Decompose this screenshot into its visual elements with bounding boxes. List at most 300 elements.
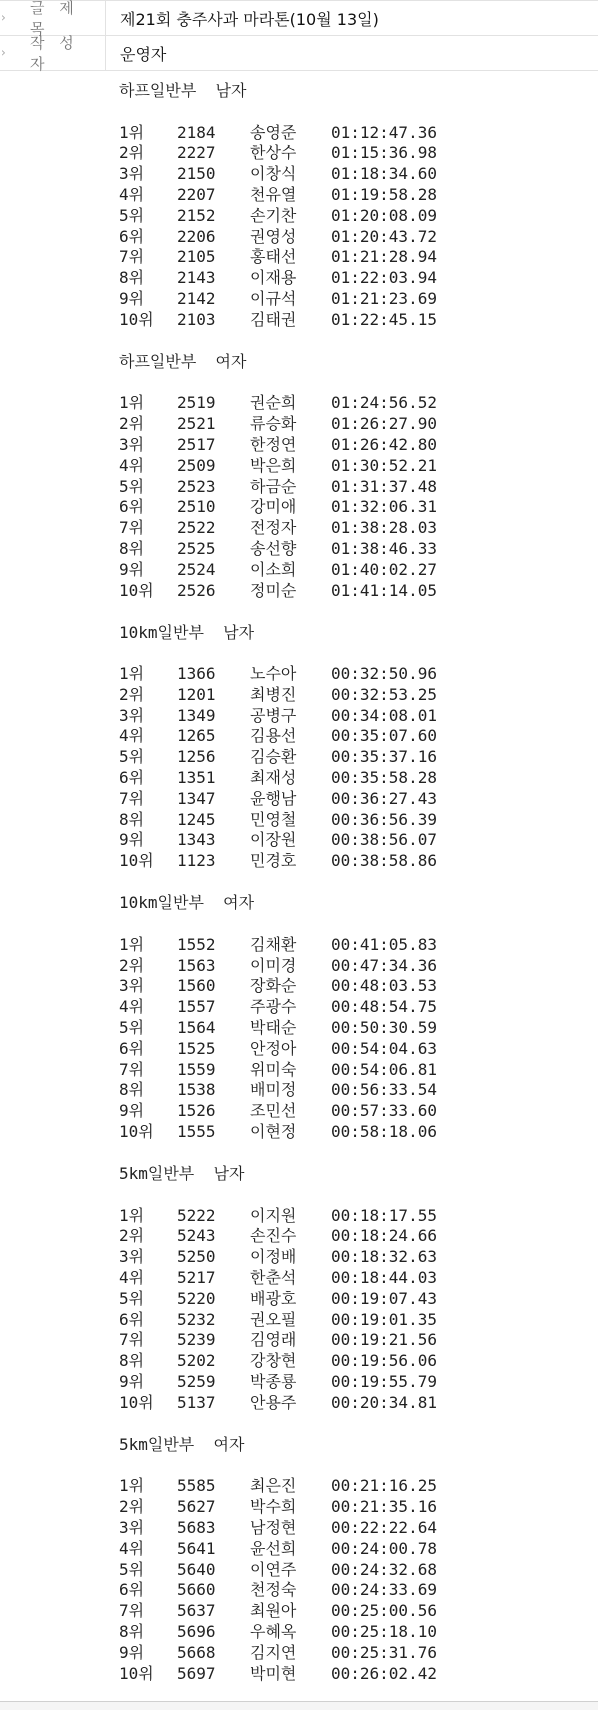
bib-number-cell: 2523: [177, 476, 216, 496]
result-row: [119, 1101, 598, 1122]
finish-time-cell: 00:19:01.35: [331, 1309, 437, 1329]
results-section: [119, 352, 598, 602]
bib-number-cell: 1123: [177, 851, 216, 871]
runner-name-cell: 이연주: [250, 1559, 297, 1579]
rank-cell: 9위: [119, 1642, 145, 1662]
result-row: [119, 976, 598, 997]
rank-cell: 8위: [119, 1621, 145, 1641]
result-row: [119, 935, 598, 956]
bib-number-cell: 1557: [177, 997, 216, 1017]
bib-number-cell: 2522: [177, 518, 216, 538]
bib-number-cell: 5641: [177, 1538, 216, 1558]
result-row: [119, 706, 598, 727]
runner-name-cell: 이미경: [250, 955, 297, 975]
runner-name-cell: 윤행남: [250, 788, 297, 808]
rank-cell: 6위: [119, 1038, 145, 1058]
bib-number-cell: 2143: [177, 268, 216, 288]
result-row: [119, 268, 598, 289]
rank-cell: 3위: [119, 1517, 145, 1537]
bib-number-cell: 1366: [177, 664, 216, 684]
runner-name-cell: 이현정: [250, 1122, 297, 1142]
runner-name-cell: 손진수: [250, 1226, 297, 1246]
section-title: 하프일반부 남자: [119, 81, 247, 100]
result-row: [119, 1476, 598, 1497]
section-title: 10km일반부 여자: [119, 893, 255, 913]
finish-time-cell: 00:48:54.75: [331, 997, 437, 1017]
section-title: 5km일반부 남자: [119, 1164, 245, 1183]
bib-number-cell: 1526: [177, 1101, 216, 1121]
bib-number-cell: 5585: [177, 1476, 216, 1496]
bib-number-cell: 5220: [177, 1288, 216, 1308]
result-row: [119, 1268, 598, 1289]
bib-number-cell: 2227: [177, 143, 216, 163]
finish-time-cell: 00:56:33.54: [331, 1080, 437, 1100]
finish-time-cell: 00:35:37.16: [331, 747, 437, 767]
finish-time-cell: 00:24:33.69: [331, 1580, 437, 1600]
blank-line: [119, 1185, 598, 1206]
title-label: 글 제 목: [30, 0, 79, 38]
finish-time-cell: 00:21:16.25: [331, 1476, 437, 1496]
bib-number-cell: 5640: [177, 1559, 216, 1579]
bib-number-cell: 5222: [177, 1205, 216, 1225]
result-row: [119, 1289, 598, 1310]
runner-name-cell: 안용주: [250, 1392, 297, 1412]
rank-cell: 3위: [119, 976, 145, 996]
result-row: [119, 227, 598, 248]
rank-cell: 6위: [119, 497, 145, 517]
bib-number-cell: 2103: [177, 309, 216, 329]
result-row: [119, 414, 598, 435]
runner-name-cell: 홍태선: [250, 247, 297, 267]
rank-cell: 9위: [119, 1371, 145, 1391]
chevron-right-icon[interactable]: ›: [1, 45, 6, 60]
finish-time-cell: 01:15:36.98: [331, 143, 437, 163]
rank-cell: 8위: [119, 1351, 145, 1371]
finish-time-cell: 00:54:04.63: [331, 1038, 437, 1058]
rank-cell: 5위: [119, 1018, 145, 1038]
runner-name-cell: 박수희: [250, 1497, 297, 1517]
result-row: [119, 726, 598, 747]
finish-time-cell: 00:19:55.79: [331, 1371, 437, 1391]
finish-time-cell: 00:38:56.07: [331, 830, 437, 850]
runner-name-cell: 이소희: [250, 559, 297, 579]
runner-name-cell: 천유열: [250, 184, 297, 204]
result-row: [119, 393, 598, 414]
bib-number-cell: 5696: [177, 1621, 216, 1641]
rank-cell: 8위: [119, 538, 145, 558]
rank-cell: 7위: [119, 518, 145, 538]
finish-time-cell: 00:18:32.63: [331, 1247, 437, 1267]
runner-name-cell: 박미현: [250, 1663, 297, 1683]
result-row: [119, 1080, 598, 1101]
finish-time-cell: 01:20:08.09: [331, 205, 437, 225]
finish-time-cell: 01:20:43.72: [331, 226, 437, 246]
rank-cell: 2위: [119, 1497, 145, 1517]
runner-name-cell: 전정자: [250, 518, 297, 538]
blank-line: [119, 373, 598, 394]
rank-cell: 10위: [119, 309, 154, 329]
finish-time-cell: 00:54:06.81: [331, 1059, 437, 1079]
finish-time-cell: 00:47:34.36: [331, 955, 437, 975]
finish-time-cell: 01:26:42.80: [331, 434, 437, 454]
runner-name-cell: 남정현: [250, 1517, 297, 1537]
finish-time-cell: 01:26:27.90: [331, 414, 437, 434]
finish-time-cell: 00:38:58.86: [331, 851, 437, 871]
bib-number-cell: 2509: [177, 455, 216, 475]
results-section: [119, 1435, 598, 1685]
finish-time-cell: 00:22:22.64: [331, 1517, 437, 1537]
finish-time-cell: 01:19:58.28: [331, 184, 437, 204]
rank-cell: 2위: [119, 955, 145, 975]
runner-name-cell: 손기찬: [250, 205, 297, 225]
runner-name-cell: 우혜옥: [250, 1621, 297, 1641]
finish-time-cell: 00:32:53.25: [331, 684, 437, 704]
finish-time-cell: 00:21:35.16: [331, 1497, 437, 1517]
rank-cell: 1위: [119, 393, 145, 413]
finish-time-cell: 01:40:02.27: [331, 559, 437, 579]
bib-number-cell: 5250: [177, 1247, 216, 1267]
section-title: 하프일반부 여자: [119, 351, 247, 371]
result-row: [119, 1039, 598, 1060]
finish-time-cell: 00:20:34.81: [331, 1392, 437, 1412]
result-row: [119, 830, 598, 851]
bib-number-cell: 1201: [177, 684, 216, 704]
rank-cell: 1위: [119, 122, 145, 142]
bib-number-cell: 1265: [177, 726, 216, 746]
finish-time-cell: 01:21:28.94: [331, 247, 437, 267]
result-row: [119, 560, 598, 581]
runner-name-cell: 박태순: [250, 1018, 297, 1038]
rank-cell: 8위: [119, 1080, 145, 1100]
bib-number-cell: 2105: [177, 247, 216, 267]
runner-name-cell: 권순희: [250, 393, 297, 413]
runner-name-cell: 강창현: [250, 1351, 297, 1371]
bib-number-cell: 1560: [177, 976, 216, 996]
finish-time-cell: 00:19:21.56: [331, 1330, 437, 1350]
rank-cell: 7위: [119, 247, 145, 267]
title-row: [0, 0, 598, 36]
bib-number-cell: 2525: [177, 538, 216, 558]
finish-time-cell: 01:21:23.69: [331, 288, 437, 308]
bib-number-cell: 5697: [177, 1663, 216, 1683]
finish-time-cell: 01:38:28.03: [331, 518, 437, 538]
result-row: [119, 1643, 598, 1664]
runner-name-cell: 위미숙: [250, 1059, 297, 1079]
bib-number-cell: 2521: [177, 414, 216, 434]
finish-time-cell: 00:41:05.83: [331, 934, 437, 954]
result-row: [119, 1622, 598, 1643]
finish-time-cell: 00:24:00.78: [331, 1538, 437, 1558]
result-row: [119, 1330, 598, 1351]
result-row: [119, 664, 598, 685]
finish-time-cell: 01:41:14.05: [331, 580, 437, 600]
runner-name-cell: 이장원: [250, 830, 297, 850]
finish-time-cell: 00:57:33.60: [331, 1101, 437, 1121]
runner-name-cell: 박은희: [250, 455, 297, 475]
rank-cell: 6위: [119, 1580, 145, 1600]
bib-number-cell: 5637: [177, 1601, 216, 1621]
result-row: [119, 123, 598, 144]
finish-time-cell: 01:18:34.60: [331, 164, 437, 184]
post-author: 운영자: [120, 44, 167, 64]
blank-line: [119, 102, 598, 123]
finish-time-cell: 00:34:08.01: [331, 705, 437, 725]
rank-cell: 9위: [119, 288, 145, 308]
result-row: [119, 851, 598, 872]
runner-name-cell: 송영준: [250, 122, 297, 142]
finish-time-cell: 00:50:30.59: [331, 1018, 437, 1038]
bib-number-cell: 1349: [177, 705, 216, 725]
result-row: [119, 1601, 598, 1622]
finish-time-cell: 00:18:44.03: [331, 1267, 437, 1287]
rank-cell: 5위: [119, 476, 145, 496]
bib-number-cell: 5243: [177, 1226, 216, 1246]
result-row: [119, 1351, 598, 1372]
rank-cell: 3위: [119, 705, 145, 725]
result-row: [119, 810, 598, 831]
result-row: [119, 539, 598, 560]
bib-number-cell: 1245: [177, 809, 216, 829]
runner-name-cell: 김용선: [250, 726, 297, 746]
runner-name-cell: 김승환: [250, 747, 297, 767]
finish-time-cell: 00:35:07.60: [331, 726, 437, 746]
runner-name-cell: 천정숙: [250, 1580, 297, 1600]
runner-name-cell: 권오필: [250, 1309, 297, 1329]
section-title: 5km일반부 여자: [119, 1434, 245, 1454]
rank-cell: 2위: [119, 1226, 145, 1246]
bib-number-cell: 5239: [177, 1330, 216, 1350]
finish-time-cell: 00:19:07.43: [331, 1288, 437, 1308]
finish-time-cell: 00:19:56.06: [331, 1351, 437, 1371]
rank-cell: 1위: [119, 934, 145, 954]
runner-name-cell: 이창식: [250, 164, 297, 184]
section-title: 10km일반부 남자: [119, 622, 255, 642]
results-section: [119, 1164, 598, 1414]
rank-cell: 1위: [119, 1205, 145, 1225]
bib-number-cell: 5137: [177, 1392, 216, 1412]
rank-cell: 4위: [119, 455, 145, 475]
bib-number-cell: 2519: [177, 393, 216, 413]
finish-time-cell: 01:12:47.36: [331, 122, 437, 142]
author-label-cell: [0, 34, 106, 73]
result-row: [119, 1206, 598, 1227]
runner-name-cell: 하금순: [250, 476, 297, 496]
results-body: [119, 72, 598, 1684]
result-row: [119, 1122, 598, 1143]
finish-time-cell: 00:26:02.42: [331, 1663, 437, 1683]
finish-time-cell: 00:58:18.06: [331, 1122, 437, 1142]
rank-cell: 4위: [119, 1267, 145, 1287]
result-row: [119, 456, 598, 477]
finish-time-cell: 00:36:56.39: [331, 809, 437, 829]
runner-name-cell: 김태권: [250, 309, 297, 329]
bib-number-cell: 1256: [177, 747, 216, 767]
blank-line: [119, 1456, 598, 1477]
runner-name-cell: 김영래: [250, 1330, 297, 1350]
bib-number-cell: 2517: [177, 434, 216, 454]
result-row: [119, 1560, 598, 1581]
result-row: [119, 768, 598, 789]
finish-time-cell: 00:24:32.68: [331, 1559, 437, 1579]
result-row: [119, 185, 598, 206]
runner-name-cell: 박종룡: [250, 1371, 297, 1391]
blank-line: [119, 914, 598, 935]
finish-time-cell: 00:48:03.53: [331, 976, 437, 996]
rank-cell: 5위: [119, 1559, 145, 1579]
bib-number-cell: 5660: [177, 1580, 216, 1600]
rank-cell: 3위: [119, 434, 145, 454]
rank-cell: 7위: [119, 1601, 145, 1621]
finish-time-cell: 00:25:18.10: [331, 1621, 437, 1641]
title-label-cell: [0, 0, 106, 38]
chevron-right-icon[interactable]: ›: [1, 10, 6, 25]
author-label: 작 성 자: [30, 34, 79, 73]
result-row: [119, 1539, 598, 1560]
runner-name-cell: 한상수: [250, 143, 297, 163]
rank-cell: 3위: [119, 1247, 145, 1267]
result-row: [119, 289, 598, 310]
finish-time-cell: 01:38:46.33: [331, 538, 437, 558]
author-row: [0, 36, 598, 71]
bib-number-cell: 5217: [177, 1267, 216, 1287]
rank-cell: 8위: [119, 809, 145, 829]
result-row: [119, 747, 598, 768]
result-row: [119, 1310, 598, 1331]
finish-time-cell: 01:22:03.94: [331, 268, 437, 288]
rank-cell: 5위: [119, 205, 145, 225]
runner-name-cell: 이지원: [250, 1205, 297, 1225]
rank-cell: 6위: [119, 768, 145, 788]
bib-number-cell: 2152: [177, 205, 216, 225]
runner-name-cell: 주광수: [250, 997, 297, 1017]
finish-time-cell: 00:32:50.96: [331, 664, 437, 684]
bib-number-cell: 1555: [177, 1122, 216, 1142]
rank-cell: 8위: [119, 268, 145, 288]
finish-time-cell: 00:18:24.66: [331, 1226, 437, 1246]
result-row: [119, 956, 598, 977]
runner-name-cell: 조민선: [250, 1101, 297, 1121]
results-section: [119, 81, 598, 331]
rank-cell: 6위: [119, 226, 145, 246]
result-row: [119, 1664, 598, 1685]
result-row: [119, 143, 598, 164]
result-row: [119, 1393, 598, 1414]
rank-cell: 4위: [119, 997, 145, 1017]
result-row: [119, 1372, 598, 1393]
rank-cell: 6위: [119, 1309, 145, 1329]
result-row: [119, 247, 598, 268]
runner-name-cell: 이정배: [250, 1247, 297, 1267]
rank-cell: 4위: [119, 184, 145, 204]
rank-cell: 2위: [119, 414, 145, 434]
finish-time-cell: 01:24:56.52: [331, 393, 437, 413]
blank-line: [119, 643, 598, 664]
bib-number-cell: 5683: [177, 1517, 216, 1537]
rank-cell: 9위: [119, 1101, 145, 1121]
result-row: [119, 477, 598, 498]
runner-name-cell: 한정연: [250, 434, 297, 454]
result-row: [119, 1060, 598, 1081]
runner-name-cell: 정미순: [250, 580, 297, 600]
runner-name-cell: 배광호: [250, 1288, 297, 1308]
rank-cell: 5위: [119, 747, 145, 767]
result-row: [119, 164, 598, 185]
runner-name-cell: 송선향: [250, 538, 297, 558]
runner-name-cell: 한춘석: [250, 1267, 297, 1287]
rank-cell: 7위: [119, 788, 145, 808]
runner-name-cell: 김지연: [250, 1642, 297, 1662]
bib-number-cell: 5259: [177, 1371, 216, 1391]
result-row: [119, 1580, 598, 1601]
result-row: [119, 1018, 598, 1039]
rank-cell: 7위: [119, 1059, 145, 1079]
runner-name-cell: 장화순: [250, 976, 297, 996]
runner-name-cell: 이규석: [250, 288, 297, 308]
result-row: [119, 206, 598, 227]
rank-cell: 10위: [119, 851, 154, 871]
rank-cell: 10위: [119, 1122, 154, 1142]
rank-cell: 9위: [119, 559, 145, 579]
bib-number-cell: 1347: [177, 788, 216, 808]
runner-name-cell: 민경호: [250, 851, 297, 871]
rank-cell: 4위: [119, 1538, 145, 1558]
bib-number-cell: 2142: [177, 288, 216, 308]
rank-cell: 2위: [119, 143, 145, 163]
bib-number-cell: 1563: [177, 955, 216, 975]
bib-number-cell: 1538: [177, 1080, 216, 1100]
bib-number-cell: 1564: [177, 1018, 216, 1038]
finish-time-cell: 01:32:06.31: [331, 497, 437, 517]
runner-name-cell: 강미애: [250, 497, 297, 517]
finish-time-cell: 00:25:00.56: [331, 1601, 437, 1621]
rank-cell: 10위: [119, 1663, 154, 1683]
finish-time-cell: 01:22:45.15: [331, 309, 437, 329]
runner-name-cell: 민영철: [250, 809, 297, 829]
bib-number-cell: 2207: [177, 184, 216, 204]
bib-number-cell: 5232: [177, 1309, 216, 1329]
rank-cell: 2위: [119, 684, 145, 704]
runner-name-cell: 최원아: [250, 1601, 297, 1621]
results-section: [119, 893, 598, 1143]
bib-number-cell: 2184: [177, 122, 216, 142]
finish-time-cell: 00:35:58.28: [331, 768, 437, 788]
runner-name-cell: 류승화: [250, 414, 297, 434]
rank-cell: 10위: [119, 580, 154, 600]
result-row: [119, 310, 598, 331]
runner-name-cell: 윤선희: [250, 1538, 297, 1558]
results-section: [119, 623, 598, 873]
rank-cell: 1위: [119, 664, 145, 684]
finish-time-cell: 00:36:27.43: [331, 788, 437, 808]
finish-time-cell: 00:25:31.76: [331, 1642, 437, 1662]
rank-cell: 4위: [119, 726, 145, 746]
runner-name-cell: 최은진: [250, 1476, 297, 1496]
post-title: 제21회 충주사과 마라톤(10월 13일): [120, 9, 379, 29]
bib-number-cell: 1343: [177, 830, 216, 850]
bib-number-cell: 1559: [177, 1059, 216, 1079]
bib-number-cell: 5627: [177, 1497, 216, 1517]
runner-name-cell: 최병진: [250, 684, 297, 704]
bib-number-cell: 1525: [177, 1038, 216, 1058]
bib-number-cell: 1351: [177, 768, 216, 788]
runner-name-cell: 김채환: [250, 934, 297, 954]
rank-cell: 3위: [119, 164, 145, 184]
finish-time-cell: 00:18:17.55: [331, 1205, 437, 1225]
result-row: [119, 1497, 598, 1518]
runner-name-cell: 배미정: [250, 1080, 297, 1100]
runner-name-cell: 안정아: [250, 1038, 297, 1058]
result-row: [119, 685, 598, 706]
